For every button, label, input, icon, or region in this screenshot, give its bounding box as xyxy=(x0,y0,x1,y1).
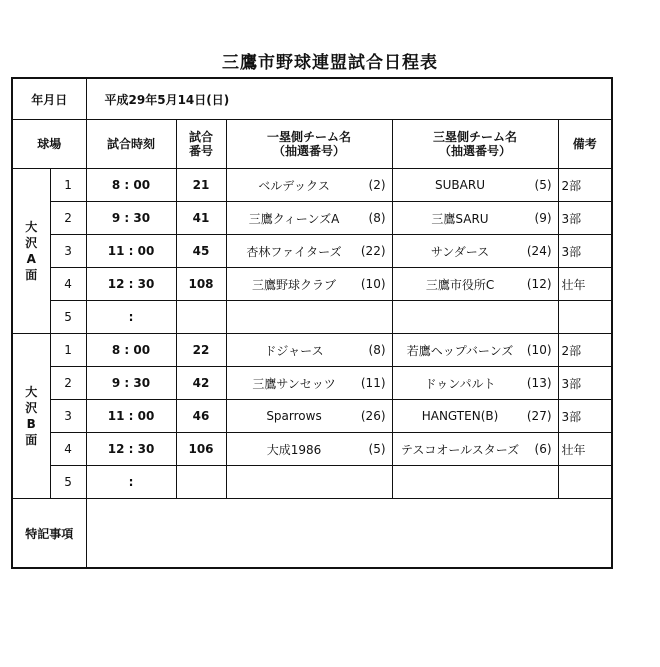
game-time: 8 : 00 xyxy=(86,334,176,367)
third-base-team xyxy=(392,466,558,499)
third-base-team-name: 三鷹SARU xyxy=(431,211,489,226)
third-base-team-name: HANGTEN(B) xyxy=(421,409,499,423)
header-third-base xyxy=(392,120,558,169)
table-row xyxy=(12,235,612,268)
third-base-team xyxy=(392,235,558,268)
first-base-team-name: ベルデックス xyxy=(258,178,330,193)
game-remark: 3部 xyxy=(558,235,612,268)
first-base-team xyxy=(226,301,392,334)
game-number: 41 xyxy=(176,202,226,235)
field-name-char: 沢 xyxy=(25,401,38,415)
game-seq: 1 xyxy=(50,169,86,202)
date-label: 年月日 xyxy=(12,78,86,120)
table-row xyxy=(12,301,612,334)
first-base-lot-number: (11) xyxy=(360,376,386,390)
game-seq: 2 xyxy=(50,202,86,235)
table-row xyxy=(12,334,612,367)
third-base-team xyxy=(392,433,558,466)
game-number: 46 xyxy=(176,400,226,433)
game-seq: 1 xyxy=(50,334,86,367)
third-base-team xyxy=(392,169,558,202)
first-base-team-name: ドジャース xyxy=(264,343,324,358)
header-third-base-line1: 三塁側チーム名 xyxy=(433,130,518,144)
header-game-no-line1: 試合 xyxy=(189,130,214,144)
third-base-lot-number: (6) xyxy=(534,442,552,456)
first-base-team-name: 三鷹野球クラブ xyxy=(252,277,337,292)
table-row xyxy=(12,466,612,499)
third-base-team-name: 三鷹市役所C xyxy=(425,277,495,292)
table-row xyxy=(12,268,612,301)
game-seq: 5 xyxy=(50,466,86,499)
third-base-team xyxy=(392,202,558,235)
third-base-team xyxy=(392,400,558,433)
third-base-team-name: 若鷹ヘップバーンズ xyxy=(406,343,514,358)
game-seq: 2 xyxy=(50,367,86,400)
game-remark: 2部 xyxy=(558,334,612,367)
game-time: : xyxy=(86,466,176,499)
first-base-team xyxy=(226,169,392,202)
notes-label: 特記事項 xyxy=(12,499,86,569)
first-base-lot-number: (10) xyxy=(360,277,386,291)
first-base-team xyxy=(226,235,392,268)
first-base-team xyxy=(226,268,392,301)
game-seq: 4 xyxy=(50,268,86,301)
first-base-team xyxy=(226,367,392,400)
game-remark: 3部 xyxy=(558,367,612,400)
third-base-lot-number: (9) xyxy=(534,211,552,225)
header-first-base-line2: （抽選番号） xyxy=(273,144,346,158)
first-base-team xyxy=(226,466,392,499)
third-base-team xyxy=(392,367,558,400)
field-name-char: 沢 xyxy=(25,236,38,250)
first-base-team xyxy=(226,334,392,367)
date-row xyxy=(12,78,612,120)
first-base-team xyxy=(226,202,392,235)
game-time: 9 : 30 xyxy=(86,367,176,400)
third-base-team-name: ドゥンパルト xyxy=(424,376,496,391)
game-seq: 5 xyxy=(50,301,86,334)
header-game-no-line2: 番号 xyxy=(189,144,214,158)
notes-value xyxy=(86,499,612,569)
header-row xyxy=(12,120,612,169)
first-base-lot-number: (5) xyxy=(368,442,386,456)
game-time: 12 : 30 xyxy=(86,268,176,301)
game-time: 12 : 30 xyxy=(86,433,176,466)
third-base-team-name: テスコオールスターズ xyxy=(400,442,520,457)
first-base-lot-number: (2) xyxy=(368,178,386,192)
header-third-base-line2: （抽選番号） xyxy=(439,144,512,158)
first-base-team-name: 杏林ファイターズ xyxy=(246,244,342,259)
game-remark xyxy=(558,466,612,499)
header-first-base-line1: 一塁側チーム名 xyxy=(267,130,352,144)
game-remark: 3部 xyxy=(558,202,612,235)
first-base-team xyxy=(226,400,392,433)
game-seq: 3 xyxy=(50,235,86,268)
game-number: 108 xyxy=(176,268,226,301)
table-row xyxy=(12,202,612,235)
third-base-team xyxy=(392,268,558,301)
notes-row xyxy=(12,499,612,569)
game-number xyxy=(176,301,226,334)
header-remarks: 備考 xyxy=(558,120,612,169)
first-base-team xyxy=(226,433,392,466)
field-name-char: A xyxy=(26,252,36,266)
game-seq: 3 xyxy=(50,400,86,433)
first-base-team-name: Sparrows xyxy=(266,409,322,423)
third-base-lot-number: (12) xyxy=(526,277,552,291)
first-base-lot-number: (26) xyxy=(360,409,386,423)
game-number: 21 xyxy=(176,169,226,202)
game-remark: 3部 xyxy=(558,400,612,433)
field-name-char: B xyxy=(26,417,36,431)
table-row xyxy=(12,400,612,433)
field-name-char: 面 xyxy=(25,268,38,282)
game-number: 42 xyxy=(176,367,226,400)
first-base-lot-number: (8) xyxy=(368,343,386,357)
game-seq: 4 xyxy=(50,433,86,466)
game-time: 9 : 30 xyxy=(86,202,176,235)
third-base-team xyxy=(392,301,558,334)
third-base-team-name: サンダース xyxy=(430,244,490,259)
third-base-lot-number: (27) xyxy=(526,409,552,423)
table-row xyxy=(12,433,612,466)
game-remark: 2部 xyxy=(558,169,612,202)
page-title: 三鷹市野球連盟試合日程表 xyxy=(222,53,438,73)
third-base-lot-number: (13) xyxy=(526,376,552,390)
game-remark xyxy=(558,301,612,334)
table-row xyxy=(12,169,612,202)
date-value: 平成29年5月14日(日) xyxy=(86,78,612,120)
game-remark: 壮年 xyxy=(558,433,612,466)
game-number: 22 xyxy=(176,334,226,367)
header-game-no xyxy=(176,120,226,169)
game-time: 8 : 00 xyxy=(86,169,176,202)
first-base-team-name: 三鷹サンセッツ xyxy=(252,376,336,391)
header-first-base xyxy=(226,120,392,169)
game-time: 11 : 00 xyxy=(86,235,176,268)
third-base-lot-number: (5) xyxy=(534,178,552,192)
field-name-char: 大 xyxy=(25,385,38,399)
game-number: 45 xyxy=(176,235,226,268)
game-number xyxy=(176,466,226,499)
field-name-char: 面 xyxy=(25,433,38,447)
game-time: : xyxy=(86,301,176,334)
first-base-lot-number: (8) xyxy=(368,211,386,225)
third-base-lot-number: (24) xyxy=(526,244,552,258)
header-time: 試合時刻 xyxy=(86,120,176,169)
first-base-lot-number: (22) xyxy=(360,244,386,258)
first-base-team-name: 三鷹クィーンズA xyxy=(248,211,340,226)
field-name-char: 大 xyxy=(25,220,38,234)
third-base-team-name: SUBARU xyxy=(435,178,485,192)
table-row xyxy=(12,367,612,400)
first-base-team-name: 大成1986 xyxy=(266,442,322,457)
schedule-table xyxy=(11,77,613,569)
game-remark: 壮年 xyxy=(558,268,612,301)
field-name xyxy=(12,169,50,334)
game-number: 106 xyxy=(176,433,226,466)
header-field: 球場 xyxy=(12,120,86,169)
third-base-team xyxy=(392,334,558,367)
field-name xyxy=(12,334,50,499)
game-time: 11 : 00 xyxy=(86,400,176,433)
third-base-lot-number: (10) xyxy=(526,343,552,357)
